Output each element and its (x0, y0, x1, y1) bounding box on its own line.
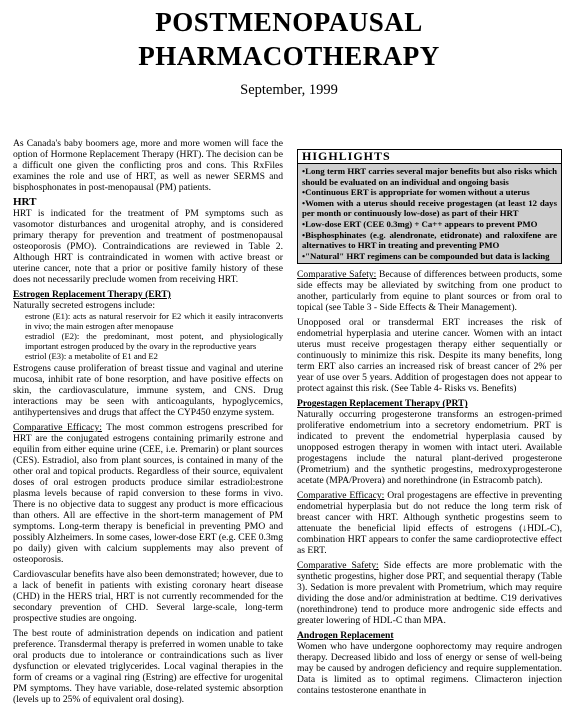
highlight-item: •"Natural" HRT regimens can be compounded but data is lacking (302, 250, 550, 261)
prt-safety-paragraph (297, 560, 562, 626)
intro-paragraph: As Canada's baby boomers age, more and more women will face the option of Hormone Replacement Therapy (HRT). The decision can be a difficult one given the conflicting pros and cons. This RxFiles examines the role and use of HRT, as well as newer SERMS and bisphosphonates in post-menopausal (PM) patients. (13, 138, 283, 193)
prt-efficacy-label: Comparative Efficacy: (297, 490, 385, 502)
title-line-2: PHARMACOTHERAPY (138, 41, 440, 71)
highlights-list (298, 164, 561, 263)
prt-heading: Progestagen Replacement Therapy (PRT) (297, 398, 468, 410)
estrogen-item: estradiol (E2): the predominant, most potent, and physiologically important estrogen produced by the ovary in the reproductive years (25, 331, 283, 351)
estrogen-item: estriol (E3): a metabolite of E1 and E2 (25, 351, 158, 361)
prt-safety-text: Side effects are more problematic with the synthetic progestins, higher dose PRT, and sequential therapy (Table 3). Sedation is more prevalent with Prometrium, which may require dividing the dose and/or administration at bedtime. C19 derivatives (norethindrone) tend to produce more androgenic side effects and greater lowering of HDL-C than MPA. (297, 560, 562, 627)
efficacy-text: The most common estrogens prescribed for HRT are the conjugated estrogens containing primarily estrone and equilin from either equine urine (CEE, i.e. Premarin) or plant sources (CES). Estradiol, also from plant sources, is contained in many of the other oral and topical products. Regardless of their source, equivalent doses of oral estrogen products produce similar estradiol:estrone plasma levels because of rapid conversion to these forms in vivo. There is no objective data to suggest any product is more efficacious than others. All are effective in the short-term management of PM symptoms. Long-term therapy is beneficial in preventing PMO and possibly Alzheimers. In some cases, lower-dose ERT (e.g. CEE 0.3mg po daily) given with calcium supplements may also prevent of osteoporosis. (13, 422, 284, 565)
hrt-paragraph: HRT is indicated for the treatment of PM symptoms such as vasomotor disturbances and urogenital atrophy, and is considered primary therapy for prevention and treatment of postmenopausal osteoporosis (PMO). Contraindications are reviewed in Table 2. Although HRT is contraindicated in women with active breast or uterine cancer, note that a prior or positive family history of these does not necessarily preclude women from receiving HRT. (13, 208, 283, 285)
route-paragraph: The best route of administration depends on indication and patient preference. Transdermal therapy is preferred in women unable to take oral products due to intolerance or contraindications such as liver dysfunction or elevated triglycerides. Local vaginal therapies in the form of creams or a vaginal ring (Estring) are effective for urogenital PM symptoms. They have variable, dose-related systemic absorption (levels up to 25% of equivalent oral dosing). (13, 628, 283, 705)
efficacy-paragraph (13, 422, 283, 565)
left-column (13, 138, 283, 709)
unopposed-paragraph: Unopposed oral or transdermal ERT increases the risk of endometrial hyperplasia and uterine cancer. Women with an intact uterus must receive progestagen therapy either sequentially or continuously to minimize this risk. Despite its many benefits, long term ERT also carries an increased risk of breast cancer of 2% per year of use over 5 years. Addition of progestagen does not appear to protect against this risk. (See Table 4- Risks vs. Benefits) (297, 317, 562, 395)
estrogen-item: estrone (E1): acts as natural reservoir for E2 which it easily intraconverts in vivo; the main estrogen after menopause (25, 311, 283, 331)
highlight-item: •Bisphosphinates (e.g. alendronate, etidronate) and raloxifene are alternatives to HRT in treating and preventing PMO (302, 229, 557, 251)
highlight-item: •Long term HRT carries several major benefits but also risks which should be evaluated on an individual and ongoing basis (302, 166, 557, 187)
ert-heading: Estrogen Replacement Therapy (ERT) (13, 289, 171, 300)
highlight-item: •Women with a uterus should receive progestagen (at least 12 days per month or continuously low-dose) as part of their HRT (302, 197, 557, 219)
prt-paragraph: Naturally occurring progesterone transforms an estrogen-primed proliferative endometrium into a secretory endometrium. PRT is indicated to prevent the endometrial hyperplasia caused by unopposed estrogen therapy in women with intact uteri. Available progestagens include the natural plant-derived progesterone (Prometrium) and the synthetic progestins, medroxyprogesterone acetate (MPA/Provera) and norethindrone (in Estracomb patch). (297, 409, 562, 487)
highlight-item: •Continuous ERT is appropriate for women without a uterus (302, 187, 530, 198)
right-column (297, 149, 562, 700)
issue-date: September, 1999 (240, 82, 338, 98)
safety-text: Because of differences between products, some side effects may be alleviated by switching from one product to another, particularly from equine to plant sources or from oral to topical (see Table 3 - Side Effects & Their Management). (297, 269, 562, 314)
androgen-paragraph: Women who have undergone oophorectomy may require androgen therapy. Decreased libido and loss of energy or sense of well-being may be caused by androgen deficiency and require supplementation. Data is limited as to optimal regimens. Climacteron injection contains testosterone enanthate in (297, 641, 562, 697)
ert-subheading: Naturally secreted estrogens include: (13, 300, 155, 311)
prt-efficacy-paragraph (297, 490, 562, 556)
highlights-title: HIGHLIGHTS (298, 150, 561, 164)
title-line-1: POSTMENOPAUSAL (155, 7, 423, 37)
efficacy-label: Comparative Efficacy: (13, 422, 102, 433)
safety-paragraph (297, 269, 562, 313)
safety-label: Comparative Safety: (297, 269, 377, 281)
prt-safety-label: Comparative Safety: (297, 560, 379, 572)
estrogen-effects-paragraph: Estrogens cause proliferation of breast tissue and vaginal and uterine mucosa, inhibit rate of bone resorption, and have positive effects on skin, the cardiovasculature, immune system, and CNS. Drug interactions may be seen with anticoagulants, hypoglycemics, antihypertensives and drugs that affect the CYP450 enzyme system. (13, 363, 283, 418)
androgen-heading: Androgen Replacement (297, 630, 394, 642)
hrt-heading: HRT (13, 196, 37, 208)
highlight-item: •Low-dose ERT (CEE 0.3mg) + Ca++ appears to prevent PMO (302, 218, 538, 229)
highlights-box (297, 149, 562, 264)
prt-efficacy-text: Oral progestagens are effective in preventing endometrial hyperplasia but do not reduce the long term risk of breast cancer with HRT. Although synthetic progestins seem to attenuate the beneficial lipid effects of estrogens (↓HDL-C), combination HRT appears to confer the same cardioprotective effect as ERT. (297, 490, 562, 557)
cardio-paragraph: Cardiovascular benefits have also been demonstrated; however, due to a lack of benefit in patients with existing coronary heart disease (CHD) in the HERS trial, HRT is not currently recommended for the secondary prevention of CHD. Several large-scale, long-term prospective studies are ongoing. (13, 569, 284, 624)
